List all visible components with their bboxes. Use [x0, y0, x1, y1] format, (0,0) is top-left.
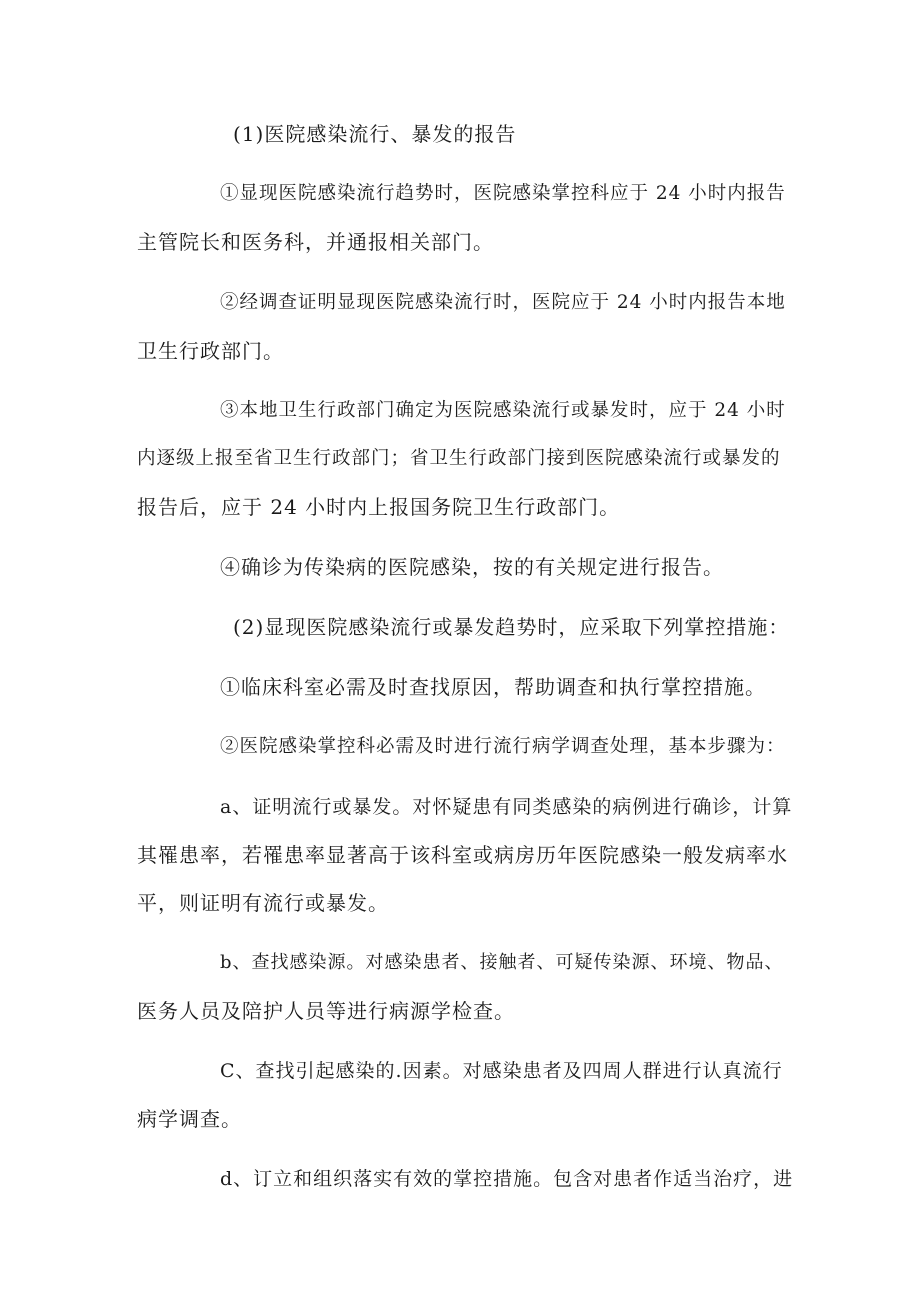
paragraph-line: ④确诊为传染病的医院感染，按的有关规定进行报告。: [220, 555, 724, 579]
paragraph-line: ③本地卫生行政部门确定为医院感染流行或暴发时，应于 24 小时: [220, 400, 786, 421]
paragraph-line: d、订立和组织落实有效的掌控措施。包含对患者作适当治疗，进: [220, 1168, 794, 1190]
paragraph-line: 卫生行政部门。: [137, 339, 284, 363]
paragraph-line: ①临床科室必需及时查找原因，帮助调查和执行掌控措施。: [220, 675, 766, 699]
paragraph-line: 报告后，应于 24 小时内上报国务院卫生行政部门。: [137, 495, 621, 519]
paragraph-line: 病学调查。: [137, 1107, 242, 1131]
section-heading-1: (1)医院感染流行、暴发的报告: [233, 122, 517, 146]
paragraph-line: ②医院感染掌控科必需及时进行流行病学调查处理，基本步骤为：: [220, 736, 786, 757]
section-heading-2: (2)显现医院感染流行或暴发趋势时，应采取下列掌控措施：: [233, 615, 790, 639]
paragraph-line: ①显现医院感染流行趋势时，医院感染掌控科应于 24 小时内报告: [220, 183, 786, 204]
paragraph-line: 其罹患率，若罹患率显著高于该科室或病房历年医院感染一般发病率水: [137, 843, 788, 867]
paragraph-line: 主管院长和医务科，并通报相关部门。: [137, 230, 494, 254]
paragraph-line: ②经调查证明显现医院感染流行时，医院应于 24 小时内报告本地: [220, 292, 786, 313]
paragraph-line: C、查找引起感染的.因素。对感染患者及四周人群进行认真流行: [220, 1060, 783, 1082]
paragraph-line: 平，则证明有流行或暴发。: [137, 891, 389, 915]
paragraph-line: a、证明流行或暴发。对怀疑患有同类感染的病例进行确诊，计算: [220, 796, 793, 818]
paragraph-line: 医务人员及陪护人员等进行病源学检查。: [137, 999, 515, 1023]
paragraph-line: b、查找感染源。对感染患者、接触者、可疑传染源、环境、物品、: [220, 952, 784, 973]
paragraph-line: 内逐级上报至省卫生行政部门；省卫生行政部门接到医院感染流行或暴发的: [137, 448, 781, 469]
